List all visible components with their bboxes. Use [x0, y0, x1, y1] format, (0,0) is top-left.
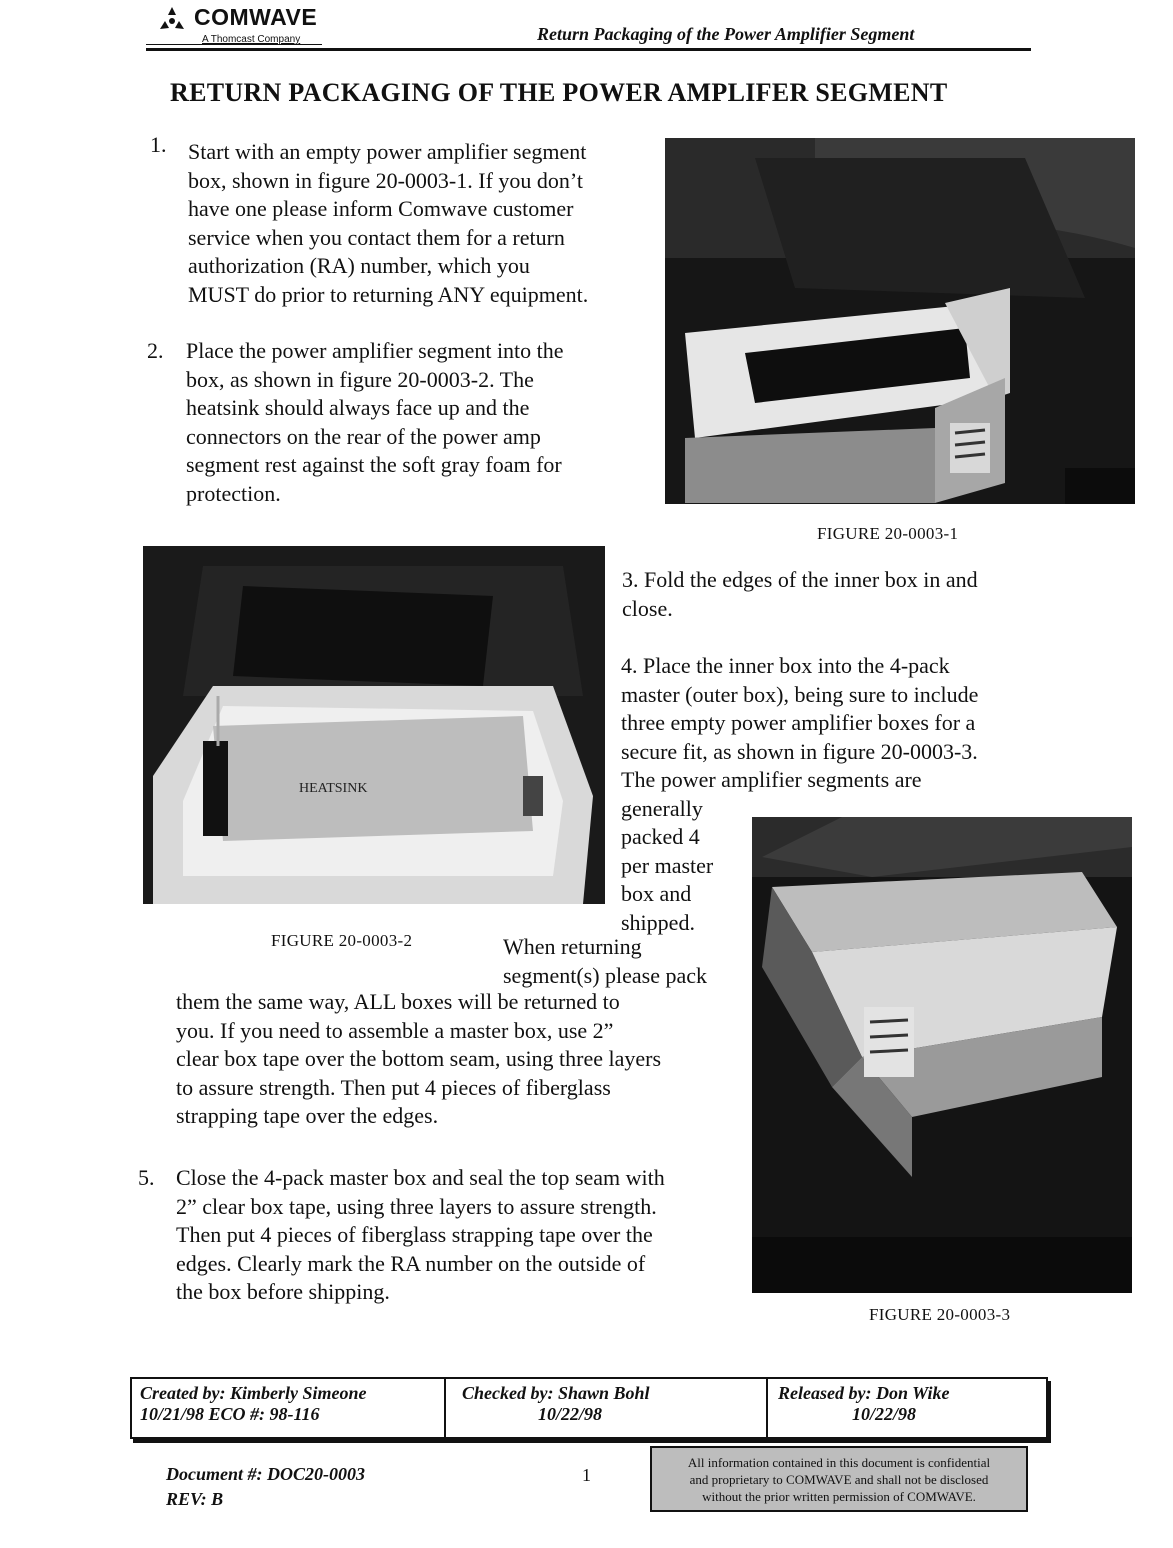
document-title: RETURN PACKAGING OF THE POWER AMPLIFER SEGMENT: [170, 78, 948, 107]
document-number-block: [166, 1462, 365, 1512]
approval-released-cell: [768, 1379, 1046, 1437]
step-2-number: 2.: [147, 338, 164, 363]
step-4-line: per master: [621, 852, 714, 878]
step-5-line: Then put 4 pieces of fiberglass strapping tape over the: [176, 1222, 653, 1247]
approval-created-cell: [132, 1379, 446, 1437]
step-1-line: Start with an empty power amplifier segment: [188, 139, 587, 164]
step-4-line: three empty power amplifier boxes for a: [621, 710, 976, 735]
step-4-line: segment(s) please pack: [503, 962, 708, 988]
step-4-line: clear box tape over the bottom seam, using three layers: [176, 1046, 662, 1071]
header-rule: [146, 48, 1031, 51]
running-header-title: Return Packaging of the Power Amplifier Segment: [537, 24, 915, 44]
step-2-line: box, as shown in figure 20-0003-2. The: [186, 366, 534, 392]
checked-date: 10/22/98: [538, 1404, 603, 1424]
step-1-number: 1.: [150, 132, 167, 157]
step-4-line: master (outer box), being sure to include: [621, 681, 979, 707]
checked-by: Checked by: Shawn Bohl: [462, 1383, 650, 1403]
released-by: Released by: Don Wike: [778, 1383, 950, 1403]
step-4-line: generally: [621, 795, 703, 821]
figure-2-heatsink-label: HEATSINK: [299, 781, 368, 796]
step-3-text: [622, 566, 978, 623]
step-4-line: 4. Place the inner box into the 4-pack: [621, 653, 950, 678]
header-rule-short: [146, 44, 322, 45]
step-2-text: [186, 337, 564, 508]
figure-2-photo: [143, 546, 605, 904]
confidentiality-notice: [650, 1446, 1028, 1512]
step-4-line: The power amplifier segments are: [621, 767, 922, 792]
figure-2-caption: FIGURE 20-0003-2: [271, 931, 413, 950]
step-4-text-mid: [503, 933, 707, 990]
brand-name: COMWAVE: [194, 4, 318, 30]
step-1-line: box, shown in figure 20-0003-1. If you don’t: [188, 167, 583, 193]
created-detail: 10/21/98 ECO #: 98-116: [140, 1404, 320, 1424]
step-2-line: segment rest against the soft gray foam for: [186, 452, 562, 477]
step-2-line: heatsink should always face up and the: [186, 395, 530, 420]
brand-tagline: A Thomcast Company: [202, 34, 301, 45]
step-1-text: [188, 138, 588, 309]
step-4-line: secure fit, as shown in figure 20-0003-3.: [621, 738, 978, 764]
figure-1-photo: [665, 138, 1135, 504]
step-4-line: box and: [621, 881, 692, 906]
step-5-line: 2” clear box tape, using three layers to assure strength.: [176, 1193, 657, 1219]
step-4-text-lower: [176, 988, 661, 1131]
notice-line: and proprietary to COMWAVE and shall not be disclosed: [689, 1472, 989, 1487]
figure-3-caption: FIGURE 20-0003-3: [869, 1305, 1011, 1324]
revision: REV: B: [166, 1489, 224, 1509]
step-4-line: you. If you need to assemble a master box, use 2”: [176, 1017, 614, 1043]
approval-checked-cell: [446, 1379, 768, 1437]
step-5-text: [176, 1164, 665, 1307]
step-2-line: Place the power amplifier segment into the: [186, 338, 564, 363]
page-number: 1: [582, 1465, 591, 1485]
comwave-logo-icon: [158, 6, 186, 32]
step-4-line: When returning: [503, 934, 642, 959]
step-2-line: connectors on the rear of the power amp: [186, 423, 541, 449]
step-1-line: MUST do prior to returning ANY equipment.: [188, 281, 589, 307]
step-5-line: Close the 4-pack master box and seal the top seam with: [176, 1165, 665, 1190]
step-2-line: protection.: [186, 480, 281, 506]
figure-1-caption: FIGURE 20-0003-1: [817, 524, 959, 543]
released-date: 10/22/98: [852, 1404, 917, 1424]
step-5-line: edges. Clearly mark the RA number on the outside of: [176, 1250, 646, 1276]
step-5-number: 5.: [138, 1165, 155, 1190]
document-number: Document #: DOC20-0003: [166, 1464, 365, 1484]
figure-3-photo: [752, 817, 1132, 1293]
notice-line: All information contained in this document is confidential: [687, 1455, 991, 1470]
step-4-line: them the same way, ALL boxes will be returned to: [176, 989, 620, 1014]
step-3-line: close.: [622, 595, 673, 621]
step-1-line: authorization (RA) number, which you: [188, 253, 530, 278]
step-1-line: service when you contact them for a return: [188, 224, 565, 250]
step-4-line: shipped.: [621, 909, 695, 935]
step-3-line: 3. Fold the edges of the inner box in and: [622, 567, 978, 592]
step-4-line: to assure strength. Then put 4 pieces of fiberglass: [176, 1074, 611, 1100]
step-4-line: packed 4: [621, 824, 700, 849]
approval-table: [130, 1377, 1048, 1439]
notice-line: without the prior written permission of COMWAVE.: [702, 1489, 976, 1504]
step-1-line: have one please inform Comwave customer: [188, 196, 574, 221]
step-5-line: the box before shipping.: [176, 1279, 390, 1304]
created-by: Created by: Kimberly Simeone: [140, 1383, 367, 1403]
step-4-line: strapping tape over the edges.: [176, 1103, 439, 1128]
